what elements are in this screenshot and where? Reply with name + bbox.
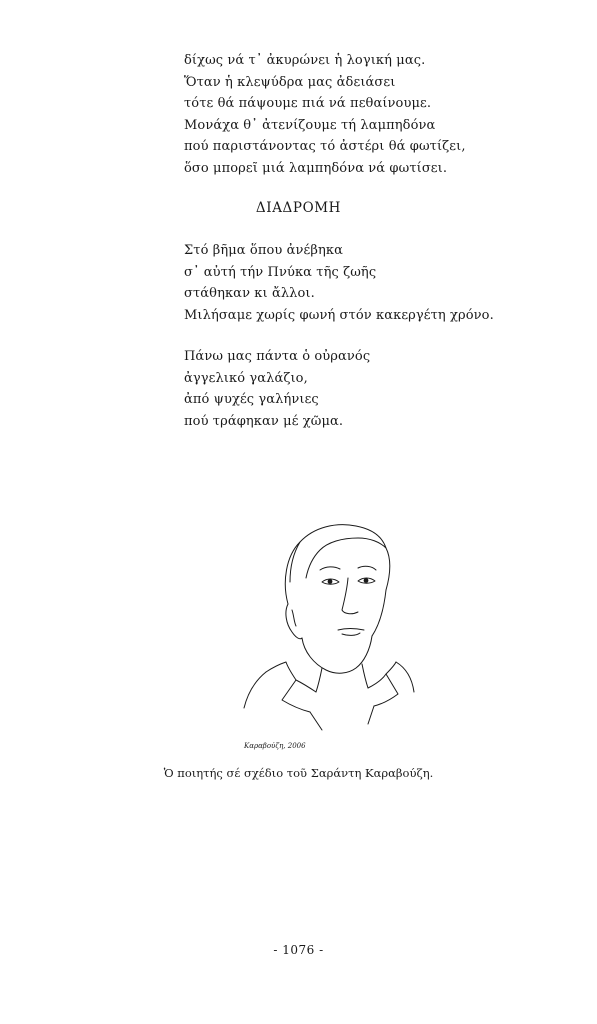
artist-signature: Καραβούζη, 2006 <box>244 742 306 750</box>
page-number: - 1076 - <box>273 943 324 957</box>
poem-line: στάθηκαν κι ἄλλοι. <box>184 286 315 301</box>
poet-portrait-drawing <box>230 512 420 757</box>
portrait-caption: Ὁ ποιητής σέ σχέδιο τοῦ Σαράντη Καραβούζη. <box>163 766 434 780</box>
poem-stanza-2 <box>184 346 370 432</box>
poem-title: ΔΙΑΔΡΟΜΗ <box>255 200 342 216</box>
poem-line: Μονάχα θ᾽ ἀτενίζουμε τή λαμπηδόνα <box>184 117 436 133</box>
poem-line: δίχως νά τ᾽ ἀκυρώνει ἡ λογική μας. <box>184 53 426 68</box>
portrait-sketch <box>230 512 420 757</box>
poem-line: ὅσο μπορεῖ μιά λαμπηδόνα νά φωτίσει. <box>184 160 448 176</box>
poem-line: πού τράφηκαν μέ χῶμα. <box>184 413 344 429</box>
poem-stanza-1 <box>184 240 494 326</box>
poem-line: σ᾽ αὐτή τήν Πνύκα τῆς ζωῆς <box>184 264 377 280</box>
poem-line: Μιλήσαμε χωρίς φωνή στόν κακεργέτη χρόνο. <box>184 307 494 323</box>
poem-line: ἀγγελικό γαλάζιο, <box>184 370 308 386</box>
poem-line: τότε θά πάψουμε πιά νά πεθαίνουμε. <box>184 96 432 111</box>
poem-line: ἀπό ψυχές γαλήνιες <box>184 392 319 407</box>
poem-line: Στό βῆμα ὅπου ἀνέβηκα <box>184 243 343 258</box>
poem-line: Πάνω μας πάντα ὁ οὐρανός <box>184 349 371 364</box>
poem-line: πού παριστάνοντας τό ἀστέρι θά φωτίζει, <box>184 139 466 154</box>
poem-line: Ὅταν ἡ κλεψύδρα μας ἀδειάσει <box>184 74 396 90</box>
poem-fragment-continued <box>184 50 466 179</box>
